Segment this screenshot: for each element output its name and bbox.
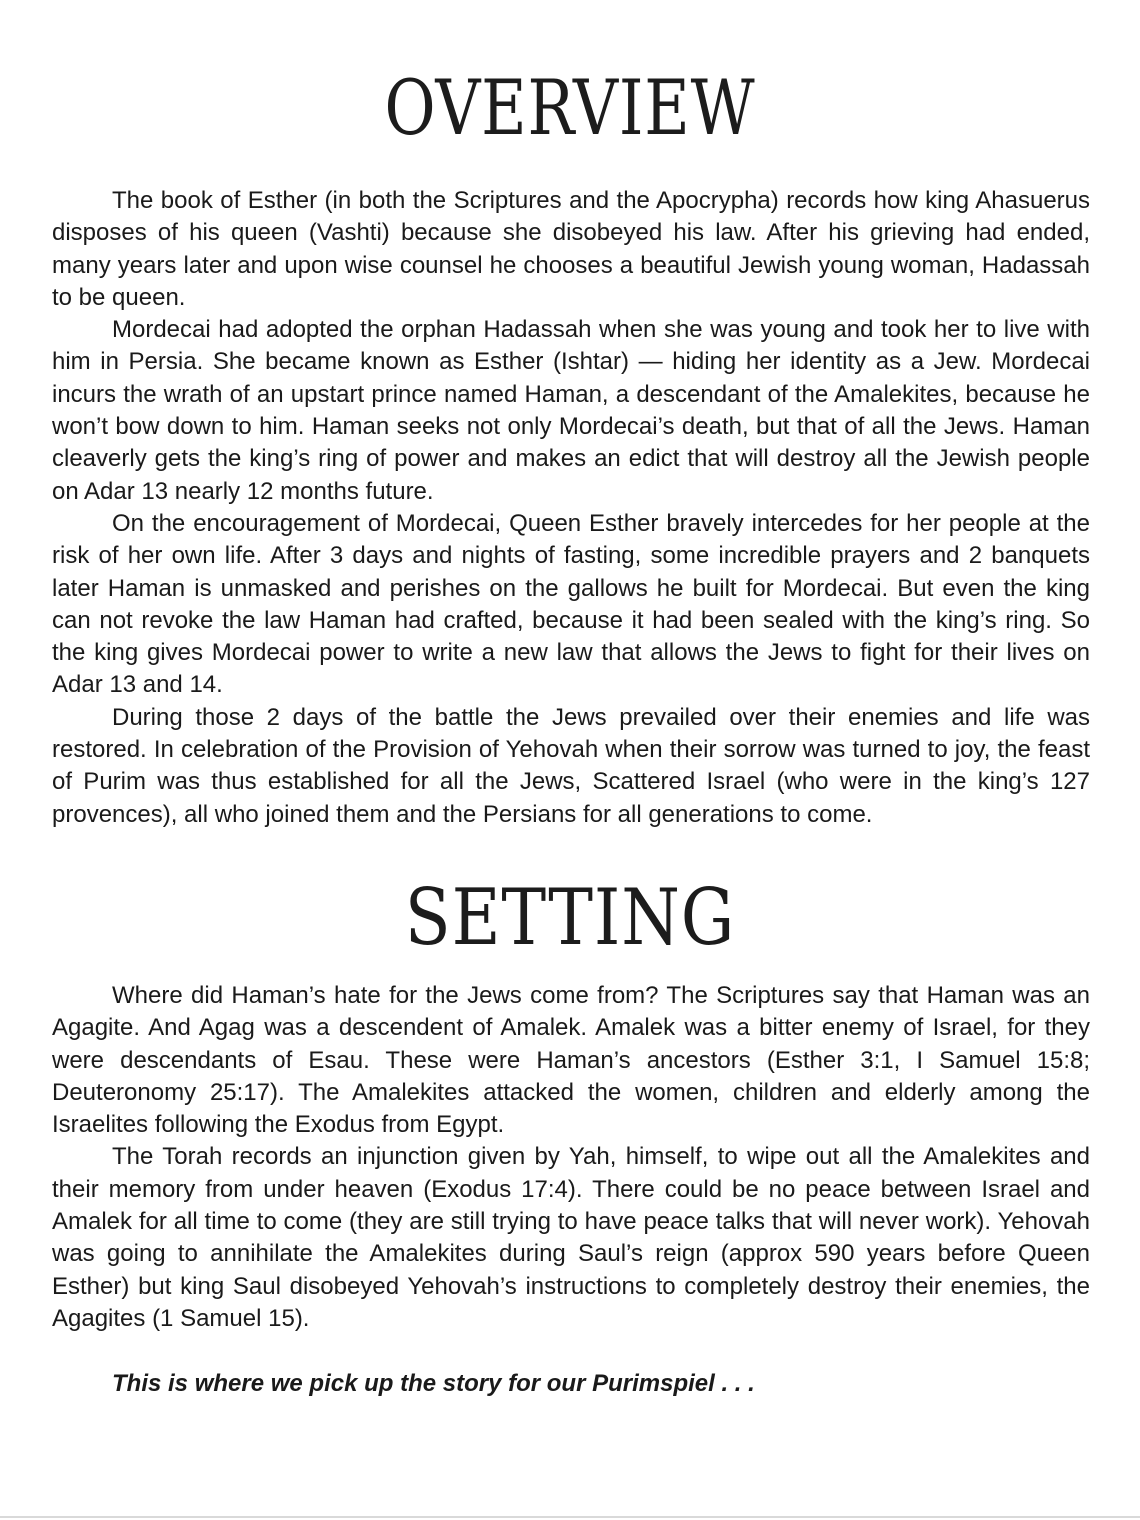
setting-heading: SETTING bbox=[404, 873, 736, 963]
setting-section bbox=[52, 980, 1090, 1335]
overview-paragraph: The book of Esther (in both the Scriptures and the Apocrypha) records how king Ahasuerus disposes of his queen (Vashti) because she disobeyed his law. After his grieving had ended, many years later and upon wise counsel he chooses a beautiful Jewish young woman, Hadassah to be queen. bbox=[52, 187, 1090, 311]
setting-paragraph: Where did Haman’s hate for the Jews come from? The Scriptures say that Haman was an Agagite. And Agag was a descendent of Amalek. Amalek was a bitter enemy of Israel, for they were descendants of Esau. These were Haman’s ancestors (Esther 3:1, I Samuel 15:8; Deuteronomy 25:17). The Amalekites attacked the women, children and elderly among the Israelites following the Exodus from Egypt. bbox=[52, 982, 1090, 1139]
overview-paragraph: Mordecai had adopted the orphan Hadassah when she was young and took her to live with him in Persia. She became known as Esther (Ishtar) — hiding her identity as a Jew. Mordecai incurs the wrath of an upstart prince named Haman, a descendant of the Amalekites, because he won’t bow down to him. Haman seeks not only Mordecai’s death, but that of all the Jews. Haman cleaverly gets the king’s ring of power and makes an edict that will destroy all the Jewish people on Adar 13 nearly 12 months future. bbox=[52, 316, 1090, 505]
overview-paragraph: On the encouragement of Mordecai, Queen Esther bravely intercedes for her people at the risk of her own life. After 3 days and nights of fasting, some incredible prayers and 2 banquets later Haman is unmasked and perishes on the gallows he built for Mordecai. But even the king can not revoke the law Haman had crafted, because it had been sealed with the king’s ring. So the king gives Mordecai power to write a new law that allows the Jews to fight for their lives on Adar 13 and 14. bbox=[52, 509, 1090, 699]
overview-heading: OVERVIEW bbox=[384, 63, 756, 152]
overview-paragraph: During those 2 days of the battle the Jews prevailed over their enemies and life was restored. In celebration of the Provision of Yehovah when their sorrow was turned to joy, the feast of Purim was thus established for all the Jews, Scattered Israel (who were in the king’s 127 provences), all who joined them and the Persians for all generations to come. bbox=[52, 703, 1090, 828]
overview-section bbox=[52, 185, 1090, 831]
setting-paragraph: The Torah records an injunction given by Yah, himself, to wipe out all the Amalekites and their memory from under heaven (Exodus 17:4). There could be no peace between Israel and Amalek for all time to come (they are still trying to have peace talks that will never work). Yehovah was going to annihilate the Amalekites during Saul’s reign (approx 590 years before Queen Esther) but king Saul disobeyed Yehovah’s instructions to completely destroy their enemies, the Agagites (1 Samuel 15). bbox=[52, 1143, 1090, 1332]
closing-line: This is where we pick up the story for our Purimspiel . . . bbox=[112, 1370, 755, 1397]
